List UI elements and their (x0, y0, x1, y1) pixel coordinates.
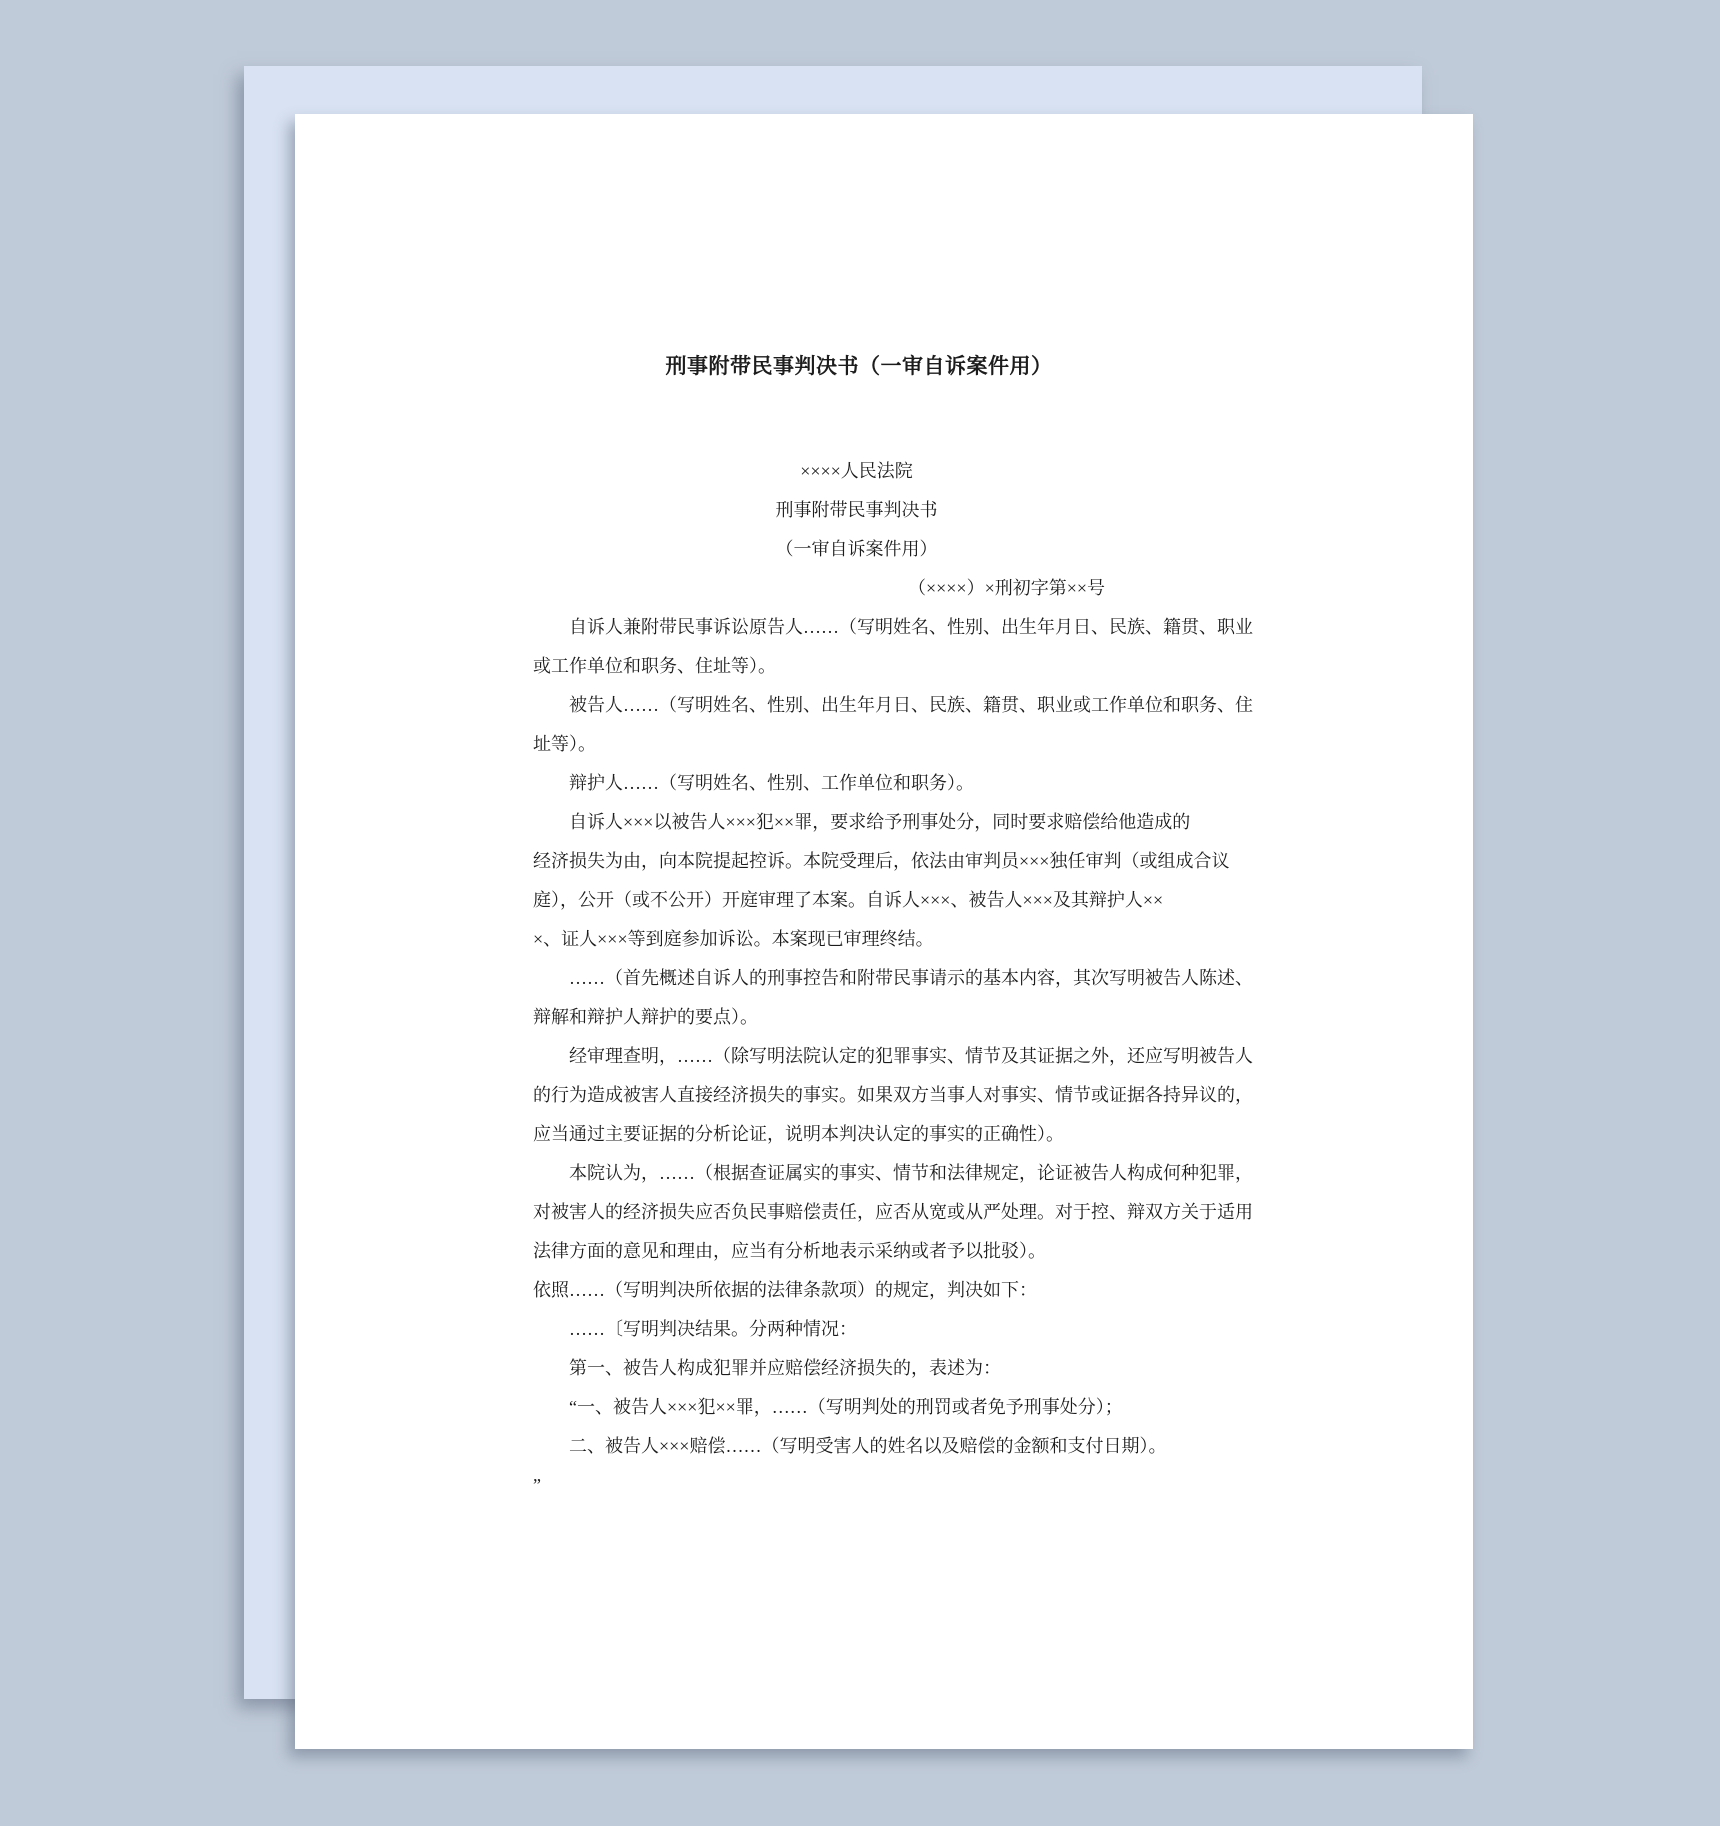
document-line: 庭），公开（或不公开）开庭审理了本案。自诉人×××、被告人×××及其辩护人×× (533, 890, 1164, 910)
document-line: 经济损失为由，向本院提起控诉。本院受理后，依法由审判员×××独任审判（或组成合议 (533, 851, 1230, 871)
document-line: （××××）×刑初字第××号 (907, 578, 1106, 598)
document-line: 自诉人×××以被告人×××犯××罪，要求给予刑事处分，同时要求赔偿给他造成的 (569, 812, 1191, 832)
document-line: 依照……（写明判决所依据的法律条款项）的规定，判决如下： (533, 1280, 1037, 1300)
document-line: 的行为造成被害人直接经济损失的事实。如果双方当事人对事实、情节或证据各持异议的， (533, 1085, 1253, 1105)
document-line: 法律方面的意见和理由，应当有分析地表示采纳或者予以批驳）。 (533, 1241, 1046, 1261)
document-line: （一审自诉案件用） (775, 539, 938, 559)
document-line: 刑事附带民事判决书 (775, 500, 938, 520)
document-line: 或工作单位和职务、住址等）。 (533, 656, 776, 676)
document-line: 址等）。 (533, 734, 596, 754)
document-line: ×、证人×××等到庭参加诉讼。本案现已审理终结。 (533, 929, 934, 949)
document-line: ××××人民法院 (800, 461, 913, 481)
document-line: “一、被告人×××犯××罪，……（写明判处的刑罚或者免予刑事处分）； (569, 1397, 1123, 1417)
document-line: 自诉人兼附带民事诉讼原告人……（写明姓名、性别、出生年月日、民族、籍贯、职业 (569, 617, 1253, 637)
document-line: 辩护人……（写明姓名、性别、工作单位和职务）。 (569, 773, 974, 793)
document-title: 刑事附带民事判决书（一审自诉案件用） (665, 354, 1053, 378)
document-line: 二、被告人×××赔偿……（写明受害人的姓名以及赔偿的金额和支付日期）。 (569, 1436, 1167, 1456)
document-line: 应当通过主要证据的分析论证，说明本判决认定的事实的正确性）。 (533, 1124, 1064, 1144)
document-line: 辩解和辩护人辩护的要点）。 (533, 1007, 758, 1027)
document-line: 第一、被告人构成犯罪并应赔偿经济损失的，表述为： (569, 1358, 1001, 1378)
document-line: 经审理查明，……（除写明法院认定的犯罪事实、情节及其证据之外，还应写明被告人 (569, 1046, 1253, 1066)
document-content (295, 114, 1473, 1749)
document-line: ” (533, 1475, 541, 1495)
document-page (295, 114, 1473, 1749)
document-line: 本院认为，……（根据查证属实的事实、情节和法律规定，论证被告人构成何种犯罪， (569, 1163, 1253, 1183)
document-line: 对被害人的经济损失应否负民事赔偿责任，应否从宽或从严处理。对于控、辩双方关于适用 (533, 1202, 1253, 1222)
document-lines (533, 452, 1253, 1505)
document-line: ……〔写明判决结果。分两种情况： (569, 1319, 857, 1339)
document-line: ……（首先概述自诉人的刑事控告和附带民事请示的基本内容，其次写明被告人陈述、 (569, 968, 1253, 988)
document-line: 被告人……（写明姓名、性别、出生年月日、民族、籍贯、职业或工作单位和职务、住 (569, 695, 1253, 715)
